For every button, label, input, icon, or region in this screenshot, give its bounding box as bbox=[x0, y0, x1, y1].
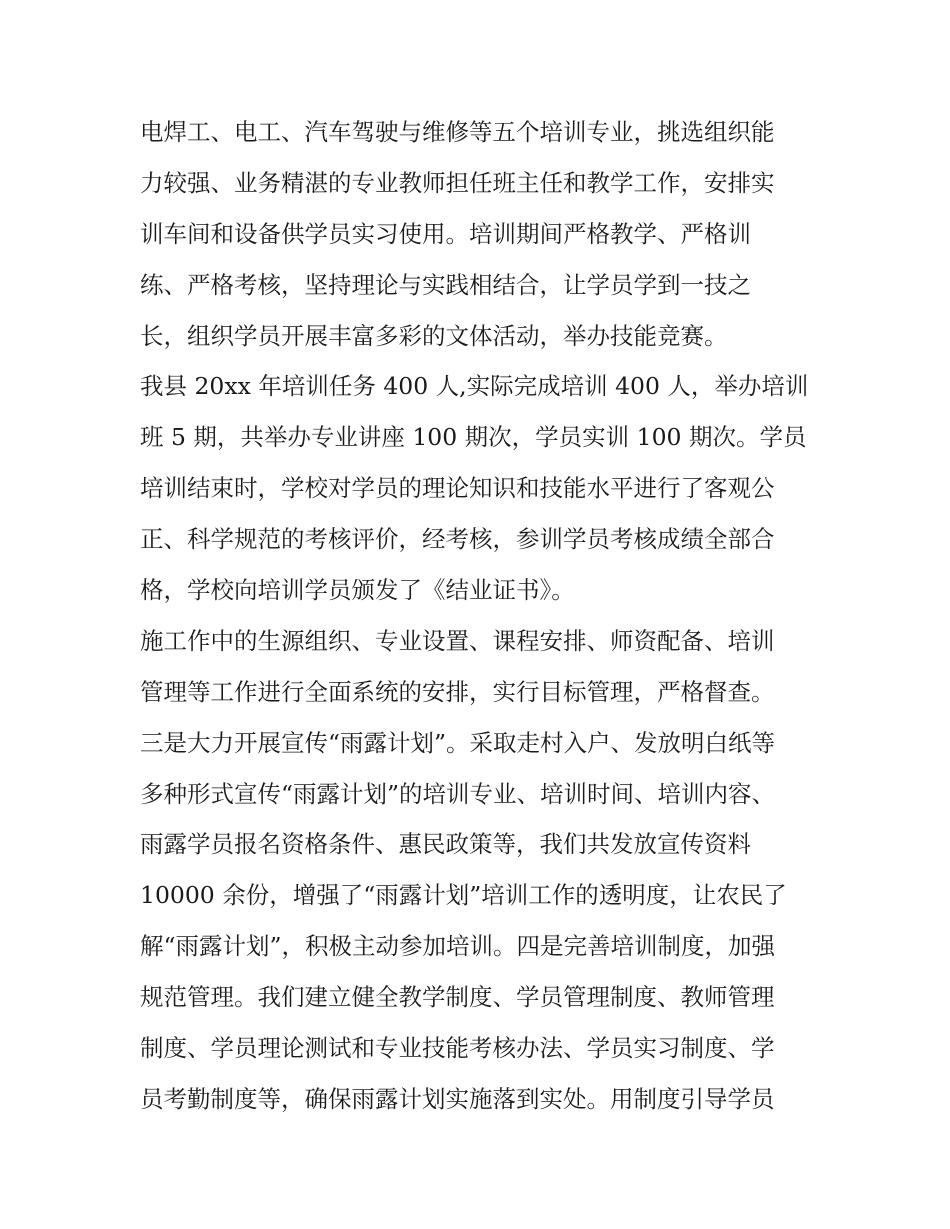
text-line-8: 培训结束时，学校对学员的理论知识和技能水平进行了客观公 bbox=[140, 474, 775, 503]
text-line-5: 长，组织学员开展丰富多彩的文体活动，举办技能竞赛。 bbox=[140, 321, 728, 350]
text-line-18: 规范管理。我们建立健全教学制度、学员管理制度、教师管理 bbox=[140, 983, 775, 1012]
text-line-16: 10000 余份，增强了“雨露计划”培训工作的透明度，让农民了 bbox=[140, 881, 787, 910]
text-line-9: 正、科学规范的考核评价，经考核，参训学员考核成绩全部合 bbox=[140, 525, 775, 554]
text-line-12: 管理等工作进行全面系统的安排，实行目标管理，严格督查。 bbox=[140, 677, 775, 706]
text-line-1: 电焊工、电工、汽车驾驶与维修等五个培训专业，挑选组织能 bbox=[140, 118, 775, 146]
text-line-10: 格，学校向培训学员颁发了《结业证书》。 bbox=[140, 576, 575, 605]
text-line-3: 训车间和设备供学员实习使用。培训期间严格教学、严格训 bbox=[140, 219, 751, 248]
text-line-7: 班 5 期，共举办专业讲座 100 期次，学员实训 100 期次。学员 bbox=[140, 423, 807, 452]
body-text bbox=[140, 107, 820, 1125]
text-line-11: 施工作中的生源组织、专业设置、课程安排、师资配备、培训 bbox=[140, 626, 775, 655]
text-line-19: 制度、学员理论测试和专业技能考核办法、学员实习制度、学 bbox=[140, 1034, 775, 1063]
text-line-17: 解“雨露计划”，积极主动参加培训。四是完善培训制度，加强 bbox=[140, 932, 776, 961]
text-line-4: 练、严格考核，坚持理论与实践相结合，让学员学到一技之 bbox=[140, 270, 751, 299]
text-line-14: 多种形式宣传“雨露计划”的培训专业、培训时间、培训内容、 bbox=[140, 779, 776, 808]
text-line-2: 力较强、业务精湛的专业教师担任班主任和教学工作，安排实 bbox=[140, 168, 775, 197]
text-line-6: 我县 20xx 年培训任务 400 人,实际完成培训 400 人，举办培训 bbox=[140, 372, 809, 401]
text-line-13: 三是大力开展宣传“雨露计划”。采取走村入户、发放明白纸等 bbox=[140, 728, 776, 757]
text-line-15: 雨露学员报名资格条件、惠民政策等，我们共发放宣传资料 bbox=[140, 830, 751, 859]
text-line-20: 员考勤制度等，确保雨露计划实施落到实处。用制度引导学员 bbox=[140, 1084, 775, 1113]
